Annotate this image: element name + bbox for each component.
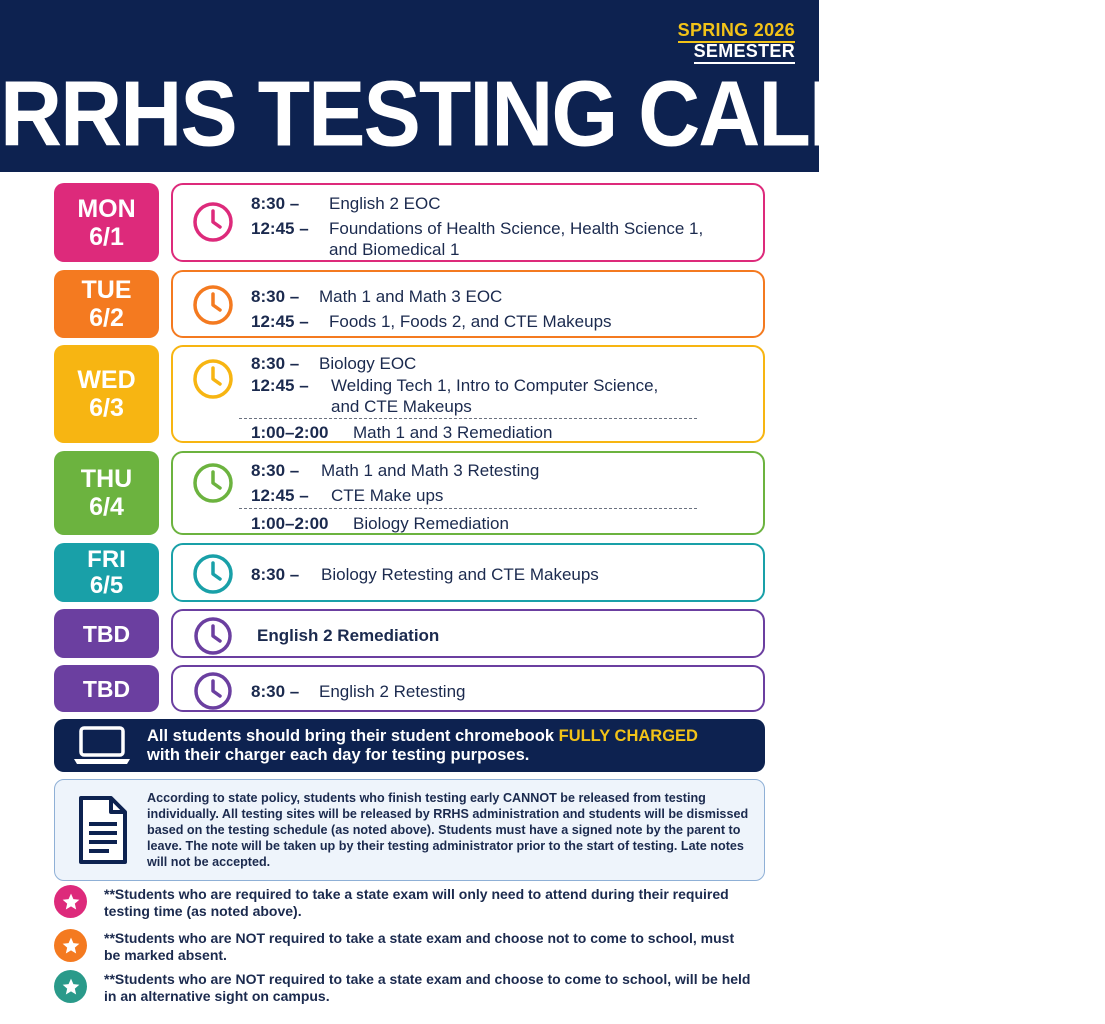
schedule-line xyxy=(251,485,443,506)
day-row-mon xyxy=(54,183,765,262)
policy-box xyxy=(54,779,765,881)
day-date: 6/5 xyxy=(89,571,124,599)
schedule-time: 12:45 – xyxy=(251,486,309,505)
day-row-tbd-2 xyxy=(54,665,765,712)
schedule-time: 1:00–2:00 xyxy=(251,514,329,533)
day-badge-tbd xyxy=(54,665,159,712)
note-item-1 xyxy=(54,885,765,921)
day-badge-tue xyxy=(54,270,159,338)
day-name: WED xyxy=(77,366,136,394)
schedule-time: 1:00–2:00 xyxy=(251,423,329,442)
schedule-subject: English 2 EOC xyxy=(329,194,441,213)
schedule-subject: Welding Tech 1, Intro to Computer Science, xyxy=(331,376,659,395)
schedule-card-thu xyxy=(171,451,765,535)
policy-text: According to state policy, students who finish testing early CANNOT be released from testing individually. All testing sites will be released by RRHS administration and students will be dismissed based on the testing schedule (as noted above). Students must have a signed note by the parent to leave. The note will be taken up by their testing administrator prior to the start of testing. Late notes will not be accepted. xyxy=(147,791,749,869)
schedule-subject: CTE Make ups xyxy=(331,486,444,505)
laptop-icon xyxy=(72,726,132,766)
schedule-line xyxy=(251,375,658,396)
schedule-time: 8:30 – xyxy=(251,682,300,701)
notice-text-start: All students should bring their student chromebook xyxy=(147,727,555,745)
day-date: 6/3 xyxy=(89,394,124,422)
day-date: 6/4 xyxy=(89,493,124,521)
schedule-subject: Biology Remediation xyxy=(353,514,509,533)
day-name: FRI xyxy=(87,545,126,573)
schedule-time: 8:30 – xyxy=(251,354,300,373)
star-icon xyxy=(54,929,87,962)
day-row-fri xyxy=(54,543,765,602)
schedule-time: 8:30 – xyxy=(251,461,300,480)
day-name: TBD xyxy=(82,675,131,702)
schedule-line xyxy=(251,422,552,443)
clock-icon xyxy=(191,669,235,713)
schedule-subject: Math 1 and Math 3 Retesting xyxy=(321,461,540,480)
schedule-subject: English 2 Remediation xyxy=(257,626,440,645)
schedule-subject: Math 1 and 3 Remediation xyxy=(353,423,553,442)
schedule-line xyxy=(251,681,465,702)
schedule-card-fri xyxy=(171,543,765,602)
page-title: RRHS TESTING CALENDAR xyxy=(0,62,1105,166)
semester-label xyxy=(678,20,795,62)
schedule-card-mon xyxy=(171,183,765,262)
note-item-2 xyxy=(54,929,765,965)
schedule-card-tbd-1 xyxy=(171,609,765,658)
schedule-card-tue xyxy=(171,270,765,338)
schedule-subject-continued: and Biomedical 1 xyxy=(329,240,460,259)
day-date: 6/2 xyxy=(89,304,124,332)
schedule-subject: Math 1 and Math 3 EOC xyxy=(319,287,503,306)
star-icon xyxy=(54,885,87,918)
notice-highlight: FULLY CHARGED xyxy=(558,727,698,745)
clock-icon xyxy=(191,461,235,505)
clock-icon xyxy=(191,614,235,658)
schedule-line xyxy=(251,286,502,307)
schedule-subject: Foundations of Health Science, Health Science 1, xyxy=(329,219,704,238)
divider xyxy=(239,508,697,509)
day-name: TUE xyxy=(81,276,132,304)
semester-line2: SEMESTER xyxy=(694,41,795,64)
clock-icon xyxy=(191,283,235,327)
notice-text xyxy=(147,727,698,765)
schedule-line xyxy=(251,513,509,534)
note-text: **Students who are required to take a state exam will only need to attend during their required testing time (as noted above). xyxy=(104,886,729,919)
schedule-card-wed xyxy=(171,345,765,443)
note-text: **Students who are NOT required to take a state exam and choose to come to school, will be held in an alternative sight on campus. xyxy=(104,971,751,1004)
schedule-subject: Biology Retesting and CTE Makeups xyxy=(321,565,599,584)
schedule-line xyxy=(251,311,612,332)
schedule-time: 12:45 – xyxy=(251,312,309,331)
schedule-line xyxy=(251,218,703,239)
day-name: THU xyxy=(80,465,133,493)
schedule-subject: Biology EOC xyxy=(319,354,417,373)
clock-icon xyxy=(191,200,235,244)
clock-icon xyxy=(191,357,235,401)
header-banner xyxy=(0,0,1105,172)
document-icon xyxy=(75,794,131,866)
day-badge-thu xyxy=(54,451,159,535)
schedule-line xyxy=(251,193,441,214)
day-badge-fri xyxy=(54,543,159,602)
schedule-time: 8:30 – xyxy=(251,565,300,584)
day-date: 6/1 xyxy=(89,222,124,251)
schedule-subject-continued: and CTE Makeups xyxy=(331,397,472,416)
day-row-tue xyxy=(54,270,765,338)
schedule-line xyxy=(251,353,416,374)
semester-line1: SPRING 2026 xyxy=(678,20,795,43)
note-text: **Students who are NOT required to take a state exam and choose not to come to school, must be marked absent. xyxy=(104,930,735,963)
day-badge-wed xyxy=(54,345,159,443)
schedule-line xyxy=(251,564,599,585)
schedule-card-tbd-2 xyxy=(171,665,765,712)
schedule-subject: English 2 Retesting xyxy=(319,682,466,701)
note-item-3 xyxy=(54,970,765,1006)
schedule-line xyxy=(251,460,539,481)
schedule-line xyxy=(257,625,439,646)
schedule-subject: Foods 1, Foods 2, and CTE Makeups xyxy=(329,312,612,331)
day-row-wed xyxy=(54,345,765,443)
schedule-time: 8:30 – xyxy=(251,194,300,213)
schedule-time: 12:45 – xyxy=(251,219,309,238)
star-icon xyxy=(54,970,87,1003)
day-badge-tbd xyxy=(54,609,159,658)
day-name: MON xyxy=(77,194,136,223)
day-row-tbd-1 xyxy=(54,609,765,658)
notice-text-end: with their charger each day for testing purposes. xyxy=(147,746,530,764)
divider xyxy=(239,418,697,419)
schedule-time: 8:30 – xyxy=(251,287,300,306)
clock-icon xyxy=(191,552,235,596)
schedule-time: 12:45 – xyxy=(251,376,309,395)
chromebook-notice xyxy=(54,719,765,772)
day-row-thu xyxy=(54,451,765,535)
day-badge-mon xyxy=(54,183,159,262)
day-name: TBD xyxy=(82,620,131,647)
